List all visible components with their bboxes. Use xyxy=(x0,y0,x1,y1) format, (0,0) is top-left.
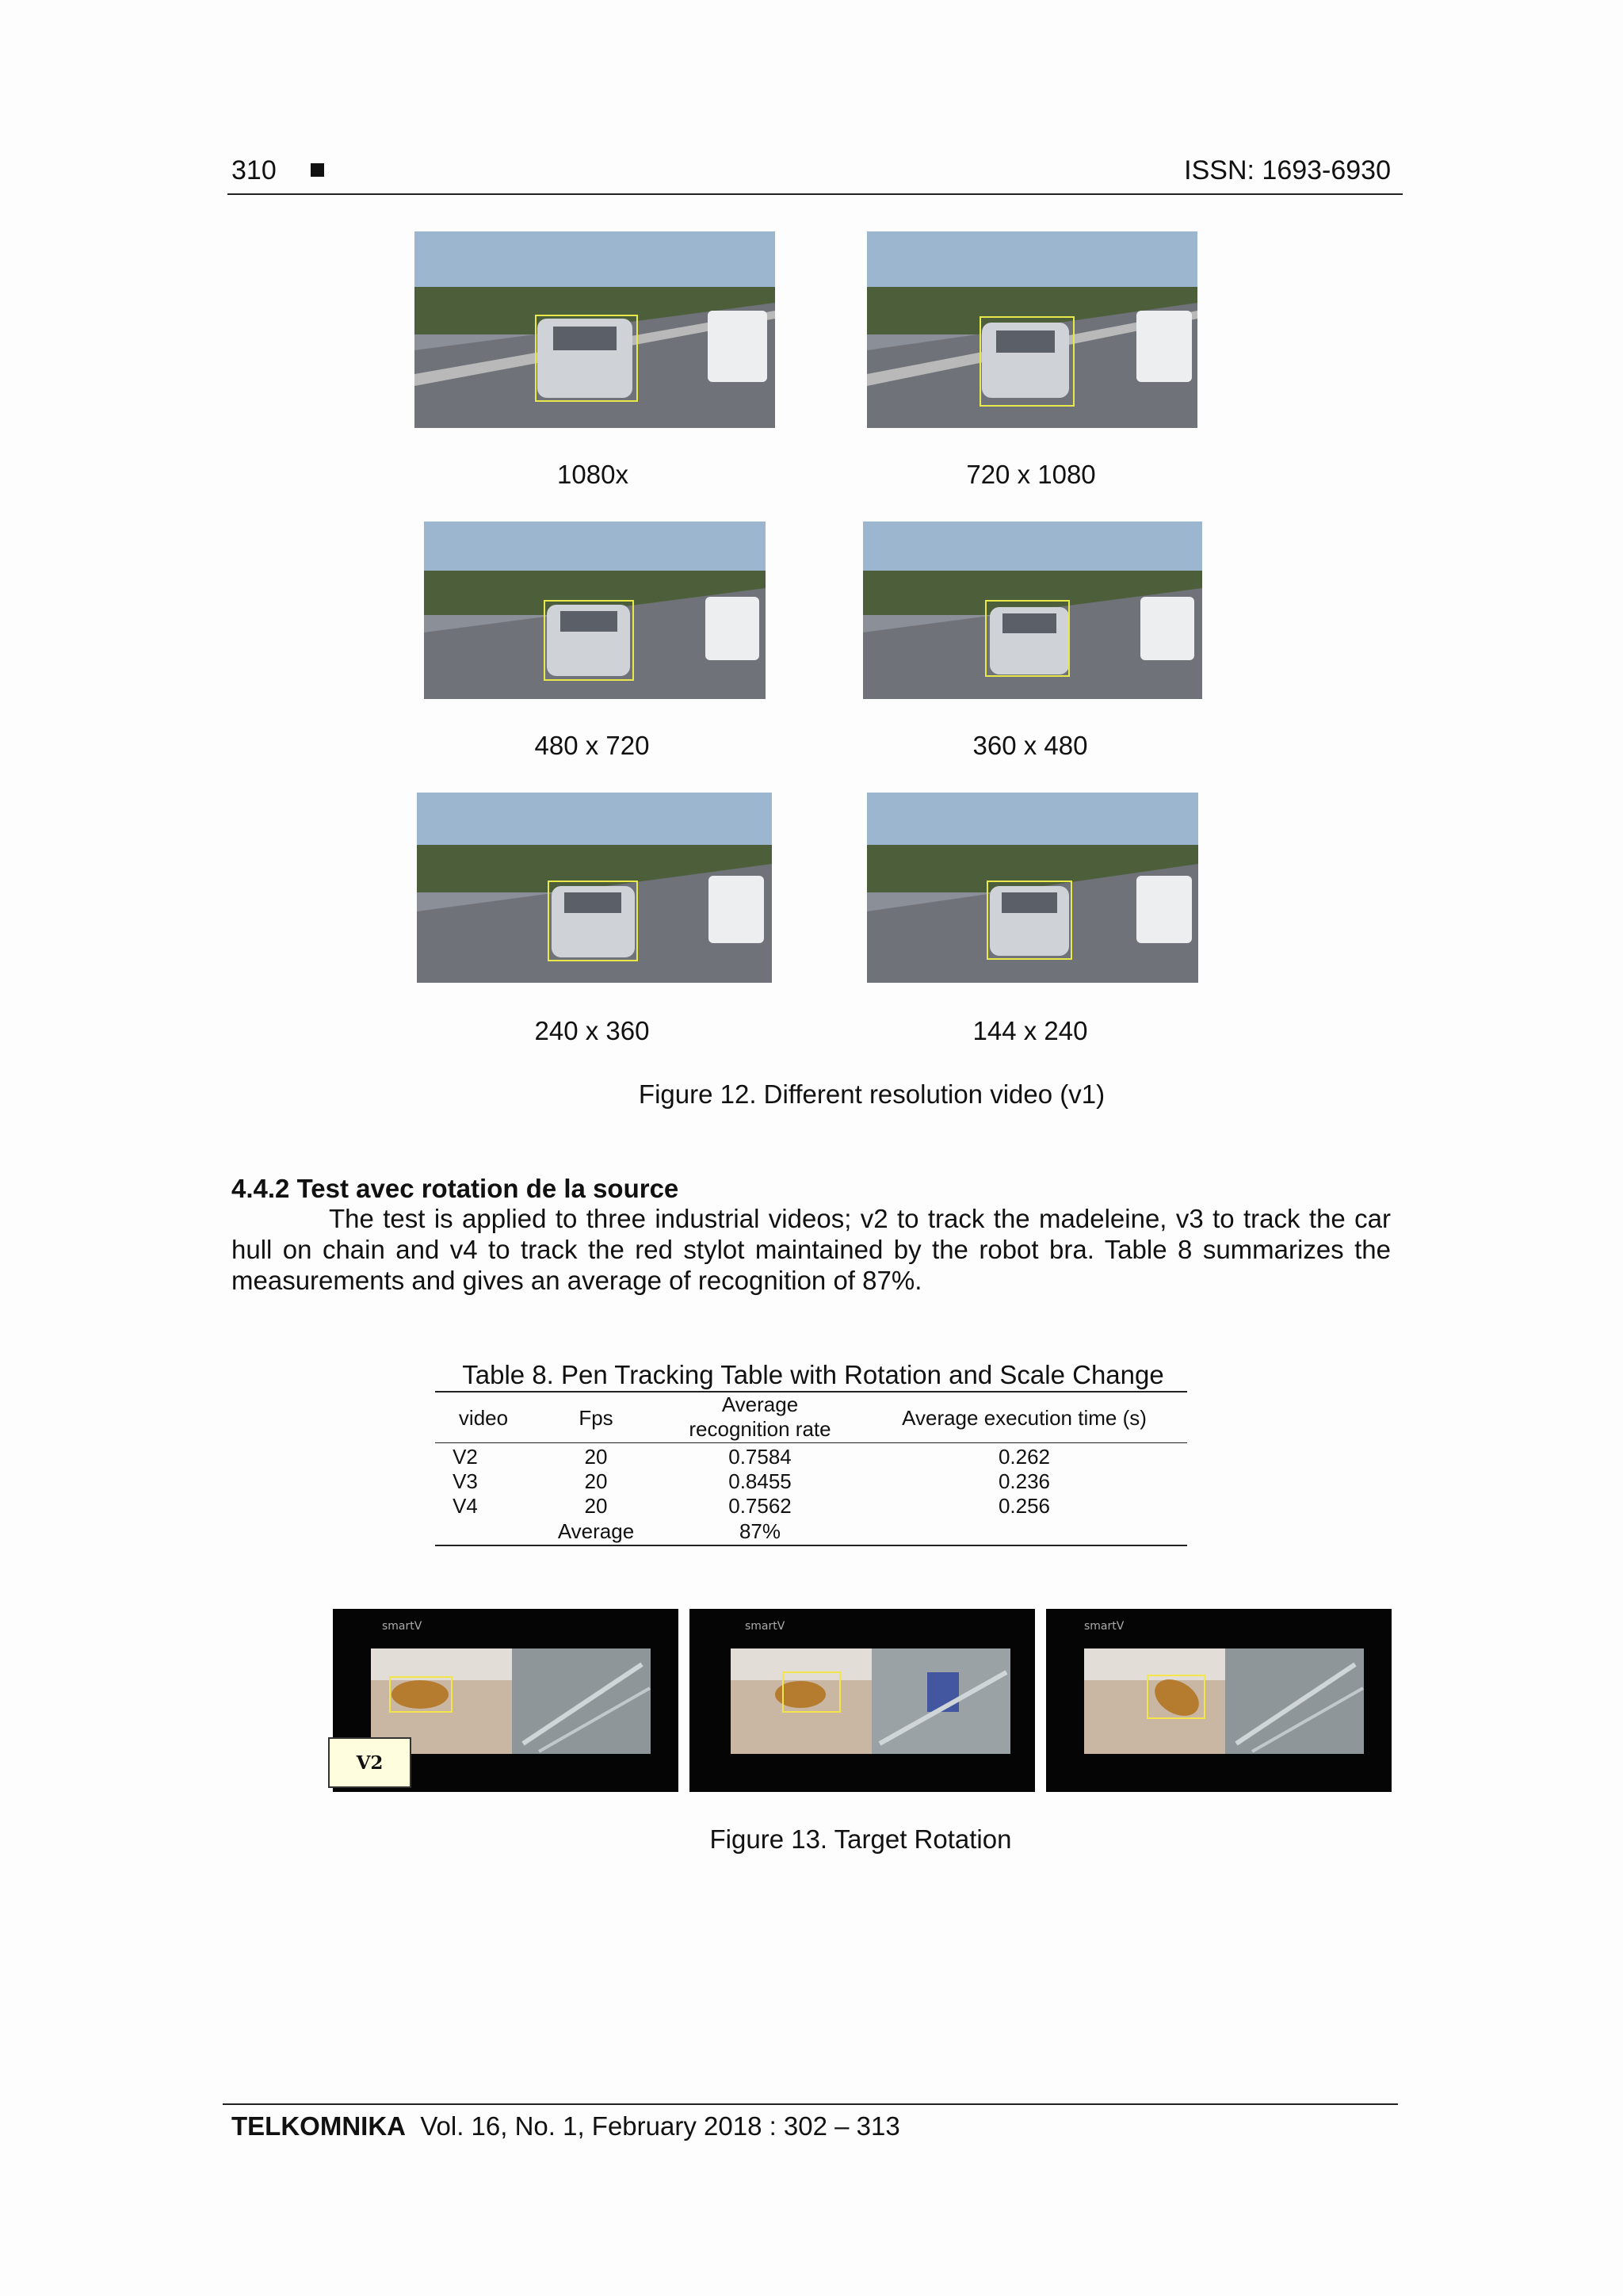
row1-rate: 0.7584 xyxy=(728,1445,792,1469)
row2-rate: 0.8455 xyxy=(728,1469,792,1493)
row3-video: V4 xyxy=(453,1494,478,1518)
header-avg-rate-line2: recognition rate xyxy=(689,1417,831,1441)
table-header-rule xyxy=(435,1442,1187,1443)
row1-fps: 20 xyxy=(584,1445,608,1469)
row3-fps: 20 xyxy=(584,1494,608,1518)
row1-time: 0.262 xyxy=(998,1445,1051,1469)
caption-480: 480 x 720 xyxy=(534,731,650,760)
section-title: 4.4.2 Test avec rotation de la source xyxy=(231,1174,679,1203)
table-8-title: Table 8. Pen Tracking Table with Rotation and Scale Change xyxy=(462,1360,1164,1389)
issn: ISSN: 1693-6930 xyxy=(1184,155,1391,185)
header-avg-time: Average execution time (s) xyxy=(902,1406,1147,1430)
road-photo-720 xyxy=(867,231,1197,428)
figure-13-caption: Figure 13. Target Rotation xyxy=(709,1824,1012,1854)
footer xyxy=(231,2111,900,2141)
caption-240: 240 x 360 xyxy=(534,1016,650,1045)
row1-video: V2 xyxy=(453,1445,478,1469)
table-bottom-rule xyxy=(435,1545,1187,1546)
target-frame-3 xyxy=(1046,1609,1392,1792)
caption-720: 720 x 1080 xyxy=(966,460,1096,489)
road-photo-1080 xyxy=(414,231,775,428)
road-photo-360 xyxy=(863,521,1202,699)
square-bullet-icon xyxy=(311,163,324,177)
v2-label: V2 xyxy=(328,1737,411,1788)
header-rule xyxy=(227,193,1403,195)
svg-text:smartV: smartV xyxy=(382,1620,422,1633)
figure-12-caption: Figure 12. Different resolution video (v1) xyxy=(638,1079,1106,1109)
row2-time: 0.236 xyxy=(998,1469,1051,1493)
average-value: 87% xyxy=(739,1519,781,1543)
svg-text:smartV: smartV xyxy=(1084,1620,1125,1633)
header-video: video xyxy=(458,1406,509,1430)
road-photo-144 xyxy=(867,793,1198,983)
row3-rate: 0.7562 xyxy=(728,1494,792,1518)
caption-360: 360 x 480 xyxy=(972,731,1088,760)
header-avg-rate-line1: Average xyxy=(721,1392,799,1416)
caption-1080: 1080x xyxy=(557,460,628,489)
row3-time: 0.256 xyxy=(998,1494,1051,1518)
road-photo-480 xyxy=(424,521,766,699)
row2-video: V3 xyxy=(453,1469,478,1493)
target-frame-2 xyxy=(689,1609,1035,1792)
average-label: Average xyxy=(557,1519,635,1543)
page-number: 310 xyxy=(231,155,277,185)
footer-rule xyxy=(223,2103,1398,2105)
road-photo-240 xyxy=(417,793,772,983)
header-fps: Fps xyxy=(579,1406,613,1430)
caption-144: 144 x 240 xyxy=(972,1016,1088,1045)
row2-fps: 20 xyxy=(584,1469,608,1493)
section-paragraph: The test is applied to three industrial videos; v2 to track the madeleine, v3 to track the car hull on chain and v4 to track the red stylot maintained by the robot bra. Table 8 summarizes the measurements and gives an average of recognition of 87%. xyxy=(231,1204,1391,1295)
footer-citation: Vol. 16, No. 1, February 2018 : 302 – 313 xyxy=(420,2111,900,2141)
svg-text:smartV: smartV xyxy=(745,1620,785,1633)
footer-journal: TELKOMNIKA xyxy=(231,2111,406,2141)
